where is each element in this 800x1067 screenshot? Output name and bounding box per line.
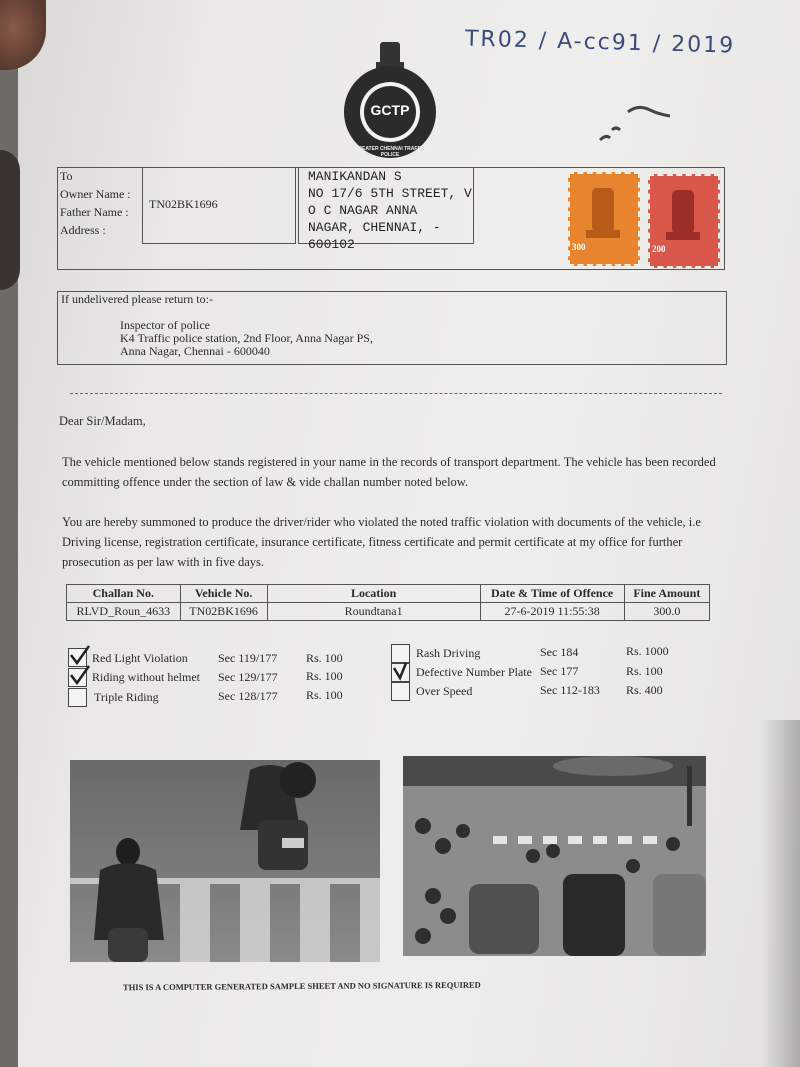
return-line: Inspector of police <box>120 318 210 332</box>
table-cell: Roundtana1 <box>267 603 480 621</box>
logo-text: GCTP <box>370 102 410 118</box>
violation-section: Sec 177 <box>540 664 579 678</box>
label-to: To <box>60 169 73 183</box>
revenue-stamp <box>568 172 640 266</box>
violation-section: Sec 129/177 <box>218 670 278 684</box>
stamp-value: 200 <box>652 244 666 254</box>
address-line: 600102 <box>308 237 355 252</box>
violation-fine: Rs. 400 <box>626 683 663 697</box>
letter-paragraph-1: The vehicle mentioned below stands registered in your name in the records of transport department. The vehicle has been recorded committing offence under the section of law & vide challan number noted below. <box>62 455 716 489</box>
traffic-scene-icon <box>403 756 706 956</box>
violation-label: Red Light Violation <box>92 651 188 665</box>
footer-note: THIS IS A COMPUTER GENERATED SAMPLE SHEET AND NO SIGNATURE IS REQUIRED <box>122 979 481 993</box>
letter-paragraph-2: You are hereby summoned to produce the driver/rider who violated the noted traffic violation with documents of the vehicle, i.e Driving license, registration certificate, insurance certificate, fitness certificate and permit certificate at my office for further prosecution as per law with in five days. <box>62 515 701 569</box>
violation-fine: Rs. 100 <box>306 651 343 665</box>
vehicle-number: TN02BK1696 <box>149 197 218 211</box>
page-shadow <box>760 720 800 1067</box>
violation-fine: Rs. 100 <box>306 669 343 683</box>
check-mark-icon <box>67 663 93 689</box>
table-row <box>67 603 710 621</box>
gctp-logo <box>342 40 438 160</box>
finger-shadow <box>0 150 20 290</box>
column-header: Date & Time of Offence <box>480 585 624 603</box>
address-line: O C NAGAR ANNA <box>308 203 418 218</box>
handwritten-reference: TR02 / A-cc91 / 2019 <box>464 26 736 59</box>
evidence-photo-closeup <box>70 760 380 962</box>
checkbox-helmet <box>68 668 87 687</box>
violation-section: Sec 128/177 <box>218 689 278 703</box>
table-header-row <box>67 585 710 603</box>
violation-label: Triple Riding <box>94 690 159 704</box>
table-cell: RLVD_Roun_4633 <box>67 603 181 621</box>
column-header: Challan No. <box>67 585 181 603</box>
violation-section: Sec 184 <box>540 645 579 659</box>
owner-address <box>308 168 472 253</box>
evidence-photo-junction <box>403 756 706 956</box>
revenue-stamp <box>648 174 720 268</box>
emblem-icon <box>342 40 438 160</box>
label-owner-name: Owner Name : <box>60 187 131 201</box>
logo-ring-text: GREATER CHENNAI TRAFFIC POLICE <box>354 146 426 158</box>
violation-fine: Rs. 100 <box>626 664 663 678</box>
label-address: Address : <box>60 223 106 237</box>
violation-label: Rash Driving <box>416 646 481 660</box>
table-cell: 27-6-2019 11:55:38 <box>480 603 624 621</box>
violation-fine: Rs. 1000 <box>626 644 669 658</box>
column-header: Location <box>267 585 480 603</box>
column-header: Vehicle No. <box>180 585 267 603</box>
checkbox-number-plate <box>391 663 410 682</box>
address-line: MANIKANDAN S <box>308 169 402 184</box>
stamp-value: 300 <box>572 242 586 252</box>
violation-label: Riding without helmet <box>92 670 200 684</box>
address-line: NO 17/6 5TH STREET, V <box>308 186 472 201</box>
violation-label: Defective Number Plate <box>416 665 532 679</box>
return-title: If undelivered please return to:- <box>61 292 213 306</box>
checkbox-over-speed <box>391 682 410 701</box>
ink-scribble <box>590 100 680 150</box>
return-line: K4 Traffic police station, 2nd Floor, Anna Nagar PS, <box>120 331 373 345</box>
challan-table <box>66 584 710 621</box>
violation-fine: Rs. 100 <box>306 688 343 702</box>
salutation: Dear Sir/Madam, <box>59 414 146 428</box>
table-cell: 300.0 <box>624 603 709 621</box>
dashed-divider <box>70 393 722 394</box>
return-address <box>120 319 373 358</box>
table-cell: TN02BK1696 <box>180 603 267 621</box>
violation-section: Sec 119/177 <box>218 651 278 665</box>
header-labels <box>60 167 131 239</box>
violation-section: Sec 112-183 <box>540 683 600 697</box>
check-mark-icon <box>390 658 416 684</box>
violation-label: Over Speed <box>416 684 473 698</box>
checkbox-triple-riding <box>68 688 87 707</box>
label-father-name: Father Name : <box>60 205 129 219</box>
riders-photo-icon <box>70 760 380 962</box>
column-header: Fine Amount <box>624 585 709 603</box>
address-line: NAGAR, CHENNAI, - <box>308 220 441 235</box>
return-line: Anna Nagar, Chennai - 600040 <box>120 344 270 358</box>
